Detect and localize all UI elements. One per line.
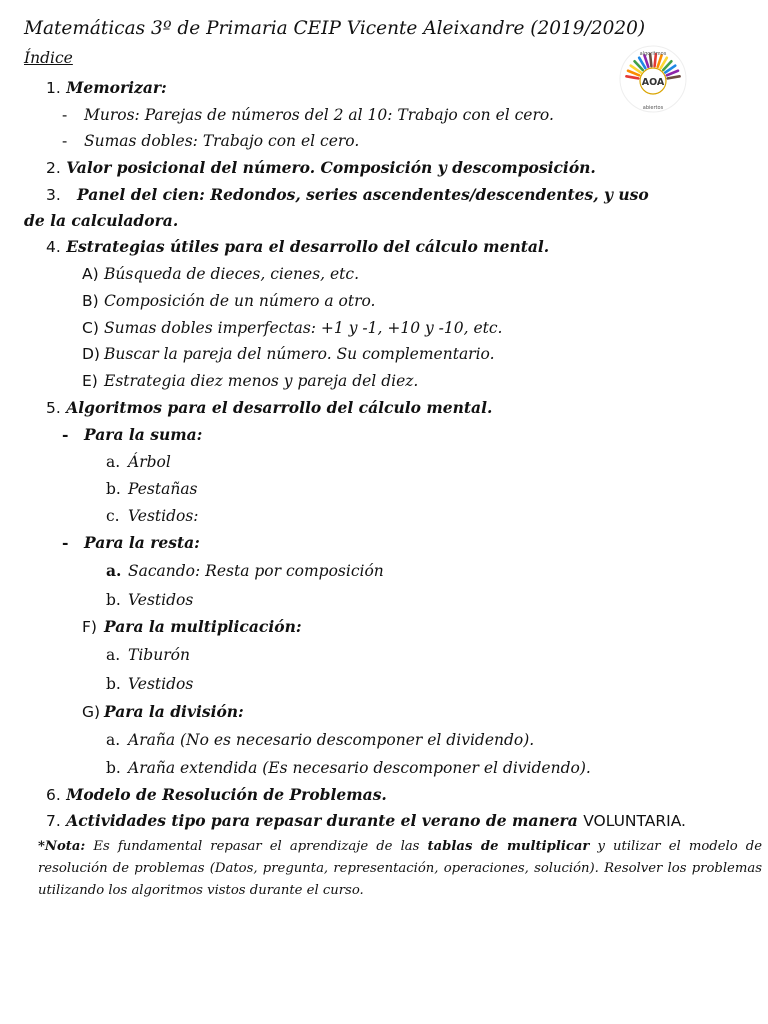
item-1b-text: Sumas dobles: Trabajo con el cero. [84, 132, 360, 150]
item-4-text: Estrategias útiles para el desarrollo del cálculo mental. [66, 237, 550, 256]
item-7-emphasis: VOLUNTARIA. [583, 812, 686, 830]
item-1-text: Memorizar: [66, 78, 167, 97]
item-5-division-b: b. Araña extendida (Es necesario descomponer el dividendo). [106, 759, 591, 777]
item-5-resta-b: b. Vestidos [106, 591, 194, 609]
item-5-text: Algoritmos para el desarrollo del cálculo mental. [66, 398, 493, 417]
item-2-text: Valor posicional del número. Composición y descomposición. [66, 158, 596, 177]
item-5-multiplicacion-a: a. Tiburón [106, 646, 190, 664]
item-5-division-a: a. Araña (No es necesario descomponer el dividendo). [106, 731, 535, 749]
item-5-multiplicacion-b: b. Vestidos [106, 675, 194, 693]
item-5-division: G) Para la división: [82, 702, 244, 721]
item-3: 3. Panel del cien: Redondos, series ascendentes/descendentes, y uso [46, 185, 649, 204]
item-4: 4. Estrategias útiles para el desarrollo del cálculo mental. [46, 237, 550, 256]
item-5-resta: - Para la resta: [62, 533, 200, 552]
item-4b: B) Composición de un número a otro. [82, 292, 376, 310]
item-4a: A) Búsqueda de dieces, cienes, etc. [82, 265, 360, 283]
item-6-text: Modelo de Resolución de Problemas. [66, 785, 387, 804]
school-logo [618, 44, 688, 114]
item-1b: - Sumas dobles: Trabajo con el cero. [62, 132, 360, 150]
item-2: 2. Valor posicional del número. Composición y descomposición. [46, 158, 596, 177]
item-5-multiplicacion: F) Para la multiplicación: [82, 617, 302, 636]
item-3-continuation: de la calculadora. [24, 211, 179, 230]
aoa-logo-icon [618, 44, 688, 114]
svg-text:AOA: AOA [641, 77, 665, 88]
item-4e: E) Estrategia diez menos y pareja del diez. [82, 372, 419, 390]
item-3-text: Panel del cien: Redondos, series ascendentes/descendentes, y uso [77, 185, 649, 204]
svg-text:abiertos: abiertos [642, 105, 664, 111]
index-heading: Índice [24, 49, 73, 67]
document-title: Matemáticas 3º de Primaria CEIP Vicente Aleixandre (2019/2020) [24, 18, 646, 39]
note-label: *Nota: [38, 839, 86, 854]
item-1a-text: Muros: Parejas de números del 2 al 10: Trabajo con el cero. [84, 106, 554, 124]
note-text-2: y utilizar el modelo de resolución de problemas (Datos, pregunta, representación, operaciones, solución). Resolver los problemas utilizando los algoritmos vistos durante el curso. [38, 839, 763, 898]
item-5-suma-b: b. Pestañas [106, 480, 198, 498]
item-5-suma-a: a. Árbol [106, 453, 171, 471]
note-emphasis: tablas de multiplicar [427, 839, 590, 854]
note-text-1: Es fundamental repasar el aprendizaje de las [93, 839, 420, 854]
item-1: 1. Memorizar: [46, 78, 167, 97]
item-6: 6. Modelo de Resolución de Problemas. [46, 785, 387, 804]
item-5-suma-c: c. Vestidos: [106, 507, 199, 525]
item-4d: D) Buscar la pareja del número. Su complementario. [82, 345, 495, 363]
item-4c: C) Sumas dobles imperfectas: +1 y -1, +10 y -10, etc. [82, 319, 503, 337]
item-5-suma: - Para la suma: [62, 425, 203, 444]
item-1a: - Muros: Parejas de números del 2 al 10: Trabajo con el cero. [62, 106, 554, 124]
item-5-resta-a: a. Sacando: Resta por composición [106, 561, 384, 580]
note-paragraph [38, 836, 762, 902]
item-5: 5. Algoritmos para el desarrollo del cálculo mental. [46, 398, 493, 417]
item-7: 7. Actividades tipo para repasar durante el verano de manera VOLUNTARIA. [46, 811, 686, 830]
svg-text:algoritmos: algoritmos [639, 51, 667, 57]
item-7-text: Actividades tipo para repasar durante el verano de manera [66, 811, 578, 830]
